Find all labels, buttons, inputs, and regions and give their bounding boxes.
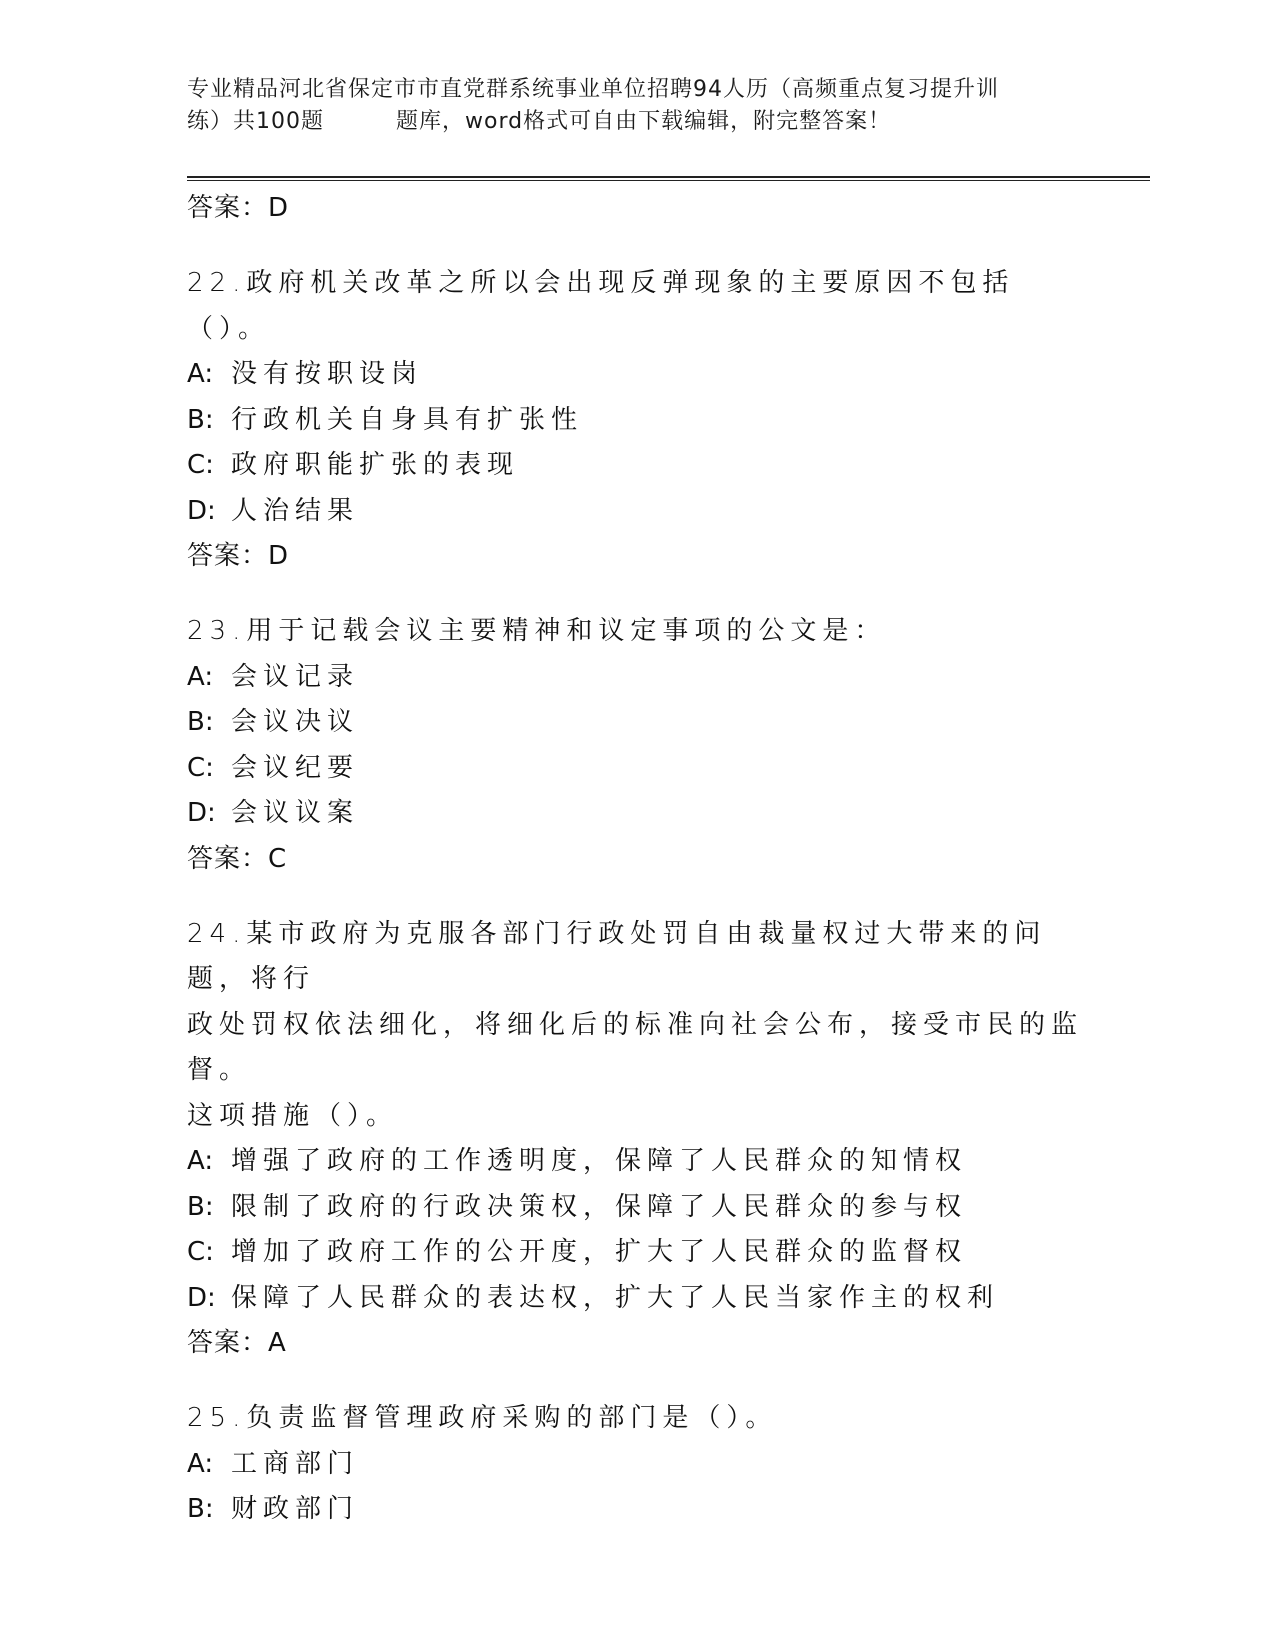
option-text: 没有按职设岗: [231, 359, 424, 389]
option-key: B:: [187, 1494, 214, 1524]
option-key: C:: [187, 1237, 214, 1267]
header-line-2-b: 题库，word格式可自由下载编辑，附完整答案！: [396, 109, 892, 134]
option-d: [187, 1276, 1087, 1322]
previous-answer: 答案：D: [187, 193, 290, 223]
option-text: 财政部门: [231, 1494, 360, 1524]
option-text: 会议议案: [231, 798, 360, 828]
question-text: 22.政府机关改革之所以会出现反弹现象的主要原因不包括（）。: [187, 268, 1015, 344]
option-text: 人治结果: [231, 495, 360, 526]
option-text: 会议决议: [231, 707, 360, 737]
document-body: [187, 186, 1087, 1533]
header-line-1: 专业精品河北省保定市市直党群系统事业单位招聘94人历（高频重点复习提升训: [187, 77, 999, 102]
option-d: [187, 489, 1087, 535]
header-line-2: [187, 106, 1067, 138]
answer-line: 答案：A: [187, 1328, 287, 1358]
header-divider: [187, 176, 1150, 181]
option-d: [187, 791, 1087, 837]
answer-line: 答案：C: [187, 843, 288, 874]
option-a: [187, 1442, 1087, 1488]
question-text-line-1: 24.某市政府为克服各部门行政处罚自由裁量权过大带来的问题，将行: [187, 918, 1047, 994]
option-key: A:: [187, 661, 214, 692]
option-key: A:: [187, 359, 214, 389]
option-text: 保障了人民群众的表达权，扩大了人民当家作主的权利: [231, 1282, 1000, 1313]
option-text: 增强了政府的工作透明度，保障了人民群众的知情权: [231, 1146, 968, 1176]
option-key: D:: [187, 1282, 216, 1313]
option-b: [187, 1487, 1087, 1533]
option-text: 政府职能扩张的表现: [231, 450, 520, 480]
question-22: [187, 261, 1087, 579]
option-text: 增加了政府工作的公开度，扩大了人民群众的监督权: [231, 1237, 968, 1267]
option-c: [187, 1230, 1087, 1276]
option-b: [187, 398, 1087, 444]
answer-line: 答案：D: [187, 541, 290, 571]
option-key: A:: [187, 1146, 214, 1176]
option-a: [187, 352, 1087, 398]
option-text: 会议记录: [231, 661, 360, 692]
option-text: 会议纪要: [231, 752, 360, 783]
option-key: B:: [187, 1191, 214, 1222]
question-23: [187, 609, 1087, 882]
option-a: [187, 1139, 1087, 1185]
option-text: 行政机关自身具有扩张性: [231, 404, 584, 435]
option-text: 限制了政府的行政决策权，保障了人民群众的参与权: [231, 1191, 968, 1222]
page-header: [187, 74, 1067, 138]
question-25: [187, 1396, 1087, 1533]
option-text: 工商部门: [231, 1448, 360, 1479]
option-b: [187, 1185, 1087, 1231]
question-text-line-2: 政处罚权依法细化，将细化后的标准向社会公布，接受市民的监督。: [187, 1009, 1084, 1085]
option-b: [187, 700, 1087, 746]
option-key: D:: [187, 798, 216, 828]
option-c: [187, 443, 1087, 489]
option-key: C:: [187, 752, 214, 783]
option-c: [187, 746, 1087, 792]
option-key: A:: [187, 1448, 214, 1479]
option-key: B:: [187, 404, 214, 435]
question-text-line-3: 这项措施（）。: [187, 1100, 399, 1131]
header-line-2-a: 练）共100题: [187, 109, 324, 134]
question-text: 23.用于记载会议主要精神和议定事项的公文是：: [187, 616, 887, 646]
question-text: 25.负责监督管理政府采购的部门是（）。: [187, 1403, 778, 1433]
option-key: C:: [187, 450, 214, 480]
option-key: D:: [187, 495, 216, 526]
option-key: B:: [187, 707, 214, 737]
option-a: [187, 655, 1087, 701]
question-24: [187, 912, 1087, 1367]
